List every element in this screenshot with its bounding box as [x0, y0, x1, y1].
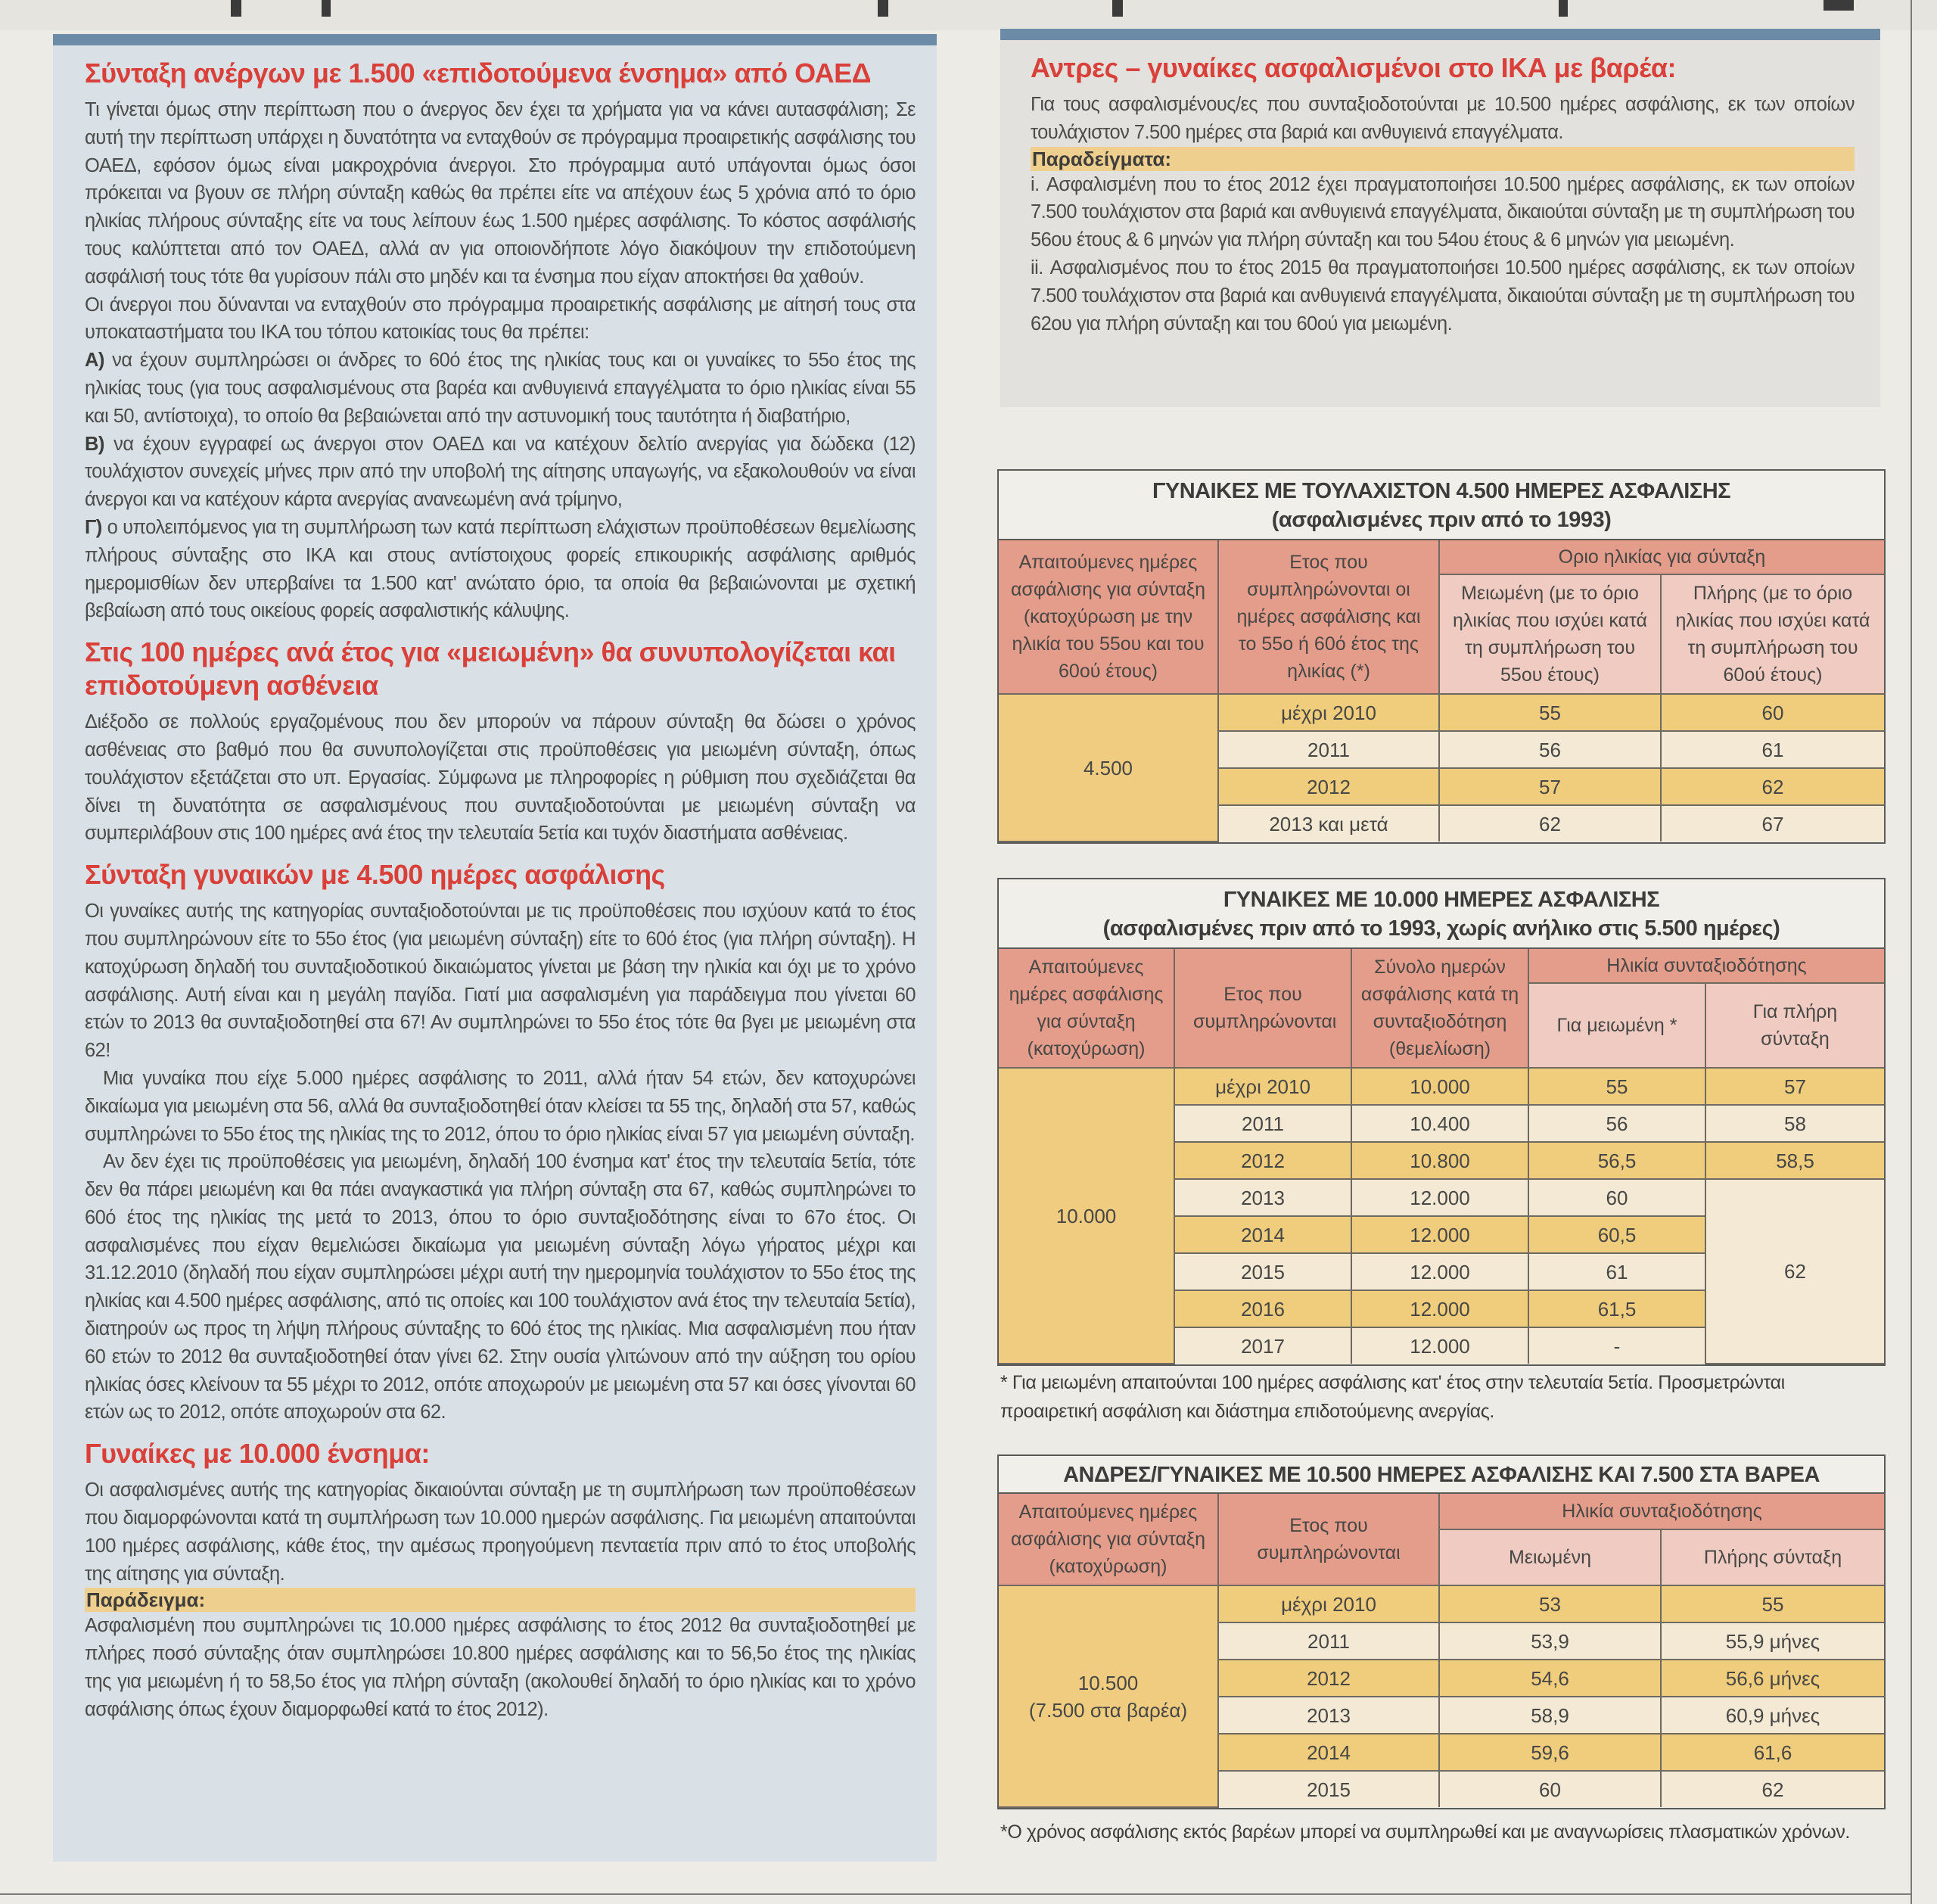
year-cell: μέχρι 2010 [1218, 1585, 1439, 1622]
paragraph: Για τους ασφαλισμένους/ες που συνταξιοδοτούνται με 10.500 ημέρες ασφάλισης, εκ των οποίων τουλάχιστον 7.500 ημέρες στα βαριά και ανθυγιεινά επαγγέλματα. [1031, 94, 1855, 143]
total-days-cell: 12.000 [1351, 1327, 1528, 1364]
section-heading-10000-stamps: Γυναίκες με 10.000 ένσημα: [85, 1438, 430, 1470]
right-article-panel [1000, 29, 1880, 407]
table-women-4500-days [997, 469, 1886, 844]
column-header: Ετος που συμπληρώνονται [1218, 1494, 1439, 1585]
column-header: Ετος που συμπληρώνονται [1174, 949, 1351, 1068]
table-row [999, 1068, 1884, 1105]
example-ii: ii. Ασφαλισμένος που το έτος 2015 θα πραγματοποιήσει 10.500 ημέρες ασφάλισης, εκ των οποίων 7.500 τουλάχιστον στα βαριά και ανθυγιεινά επαγγέλματα, δικαιούται σύνταξη με τη συμπλήρωση του 62ου για πλήρη σύνταξη και του 60ού για μειωμένη. [1031, 257, 1855, 334]
right-article-body [1031, 51, 1855, 338]
panel-top-rule [1000, 29, 1880, 40]
group-header: Οριο ηλικίας για σύνταξη [1439, 540, 1884, 574]
year-cell: 2014 [1218, 1734, 1439, 1771]
headline-fragment [322, 0, 331, 17]
full-age-cell: 60,9 μήνες [1661, 1697, 1884, 1734]
year-cell: 2013 και μετά [1218, 805, 1439, 842]
year-cell: 2016 [1174, 1290, 1351, 1327]
condition-a-text: να έχουν συμπληρώσει οι άνδρες το 60ό έτος της ηλικίας τους και οι γυναίκες το 55ο έτος της ηλικίας τους (για τους ασφαλισμένους στα βαρέα και ανθυγιεινά επαγγέλματα το όριο ηλικίας είναι 55 και 50, αντίστοιχα), το οποίο θα βεβαιώνεται από την αστυνομική τους ταυτότητα ή διαβατήριο, [85, 350, 916, 427]
reduced-age-cell: 55 [1528, 1068, 1705, 1105]
subheader-reduced: Μειωμένη [1439, 1529, 1661, 1585]
full-age-cell: 56,6 μήνες [1661, 1660, 1884, 1697]
table2-footnote: * Για μειωμένη απαιτούνται 100 ημέρες ασφάλισης κατ' έτος στην τελευταία 5ετία. Προσμετρώνται προαιρετική ασφάλιση και διάστημα επιδοτούμενης ανεργίας. [1000, 1372, 1785, 1422]
reduced-age-cell: 60 [1528, 1179, 1705, 1216]
full-age-cell: 62 [1661, 1771, 1884, 1807]
full-age-cell: 62 [1661, 768, 1884, 805]
condition-b [85, 431, 916, 514]
subheader-reduced: Μειωμένη (με το όριο ηλικίας που ισχύει κατά τη συμπλήρωση του 55ου έτους) [1439, 574, 1661, 694]
reduced-age-cell: 54,6 [1439, 1660, 1661, 1697]
group-header: Ηλικία συνταξιοδότησης [1439, 1494, 1884, 1529]
table-women-10000-days [997, 878, 1886, 1366]
paragraph: Τι γίνεται όμως στην περίπτωση που ο άνεργος δεν έχει τα χρήματα για να κάνει αυτασφάλιση; Σε αυτή την περίπτωση υπάρχει η δυνατότητα να ενταχθούν σε πρόγραμμα προαιρετικής ασφάλισης του ΟΑΕΔ, εφόσον όμως είναι μακροχρόνια άνεργοι. Στο πρόγραμμα αυτό υπάγονται όμως όσοι πρόκειται να βγουν σε πλήρη σύνταξη καθώς θα πρέπει είτε να απέχουν έως 5 χρόνια από το όριο ηλικίας πλήρους σύνταξης είτε να τους λείπουν έως 1.500 ημέρες ασφάλισης. Το κόστος ασφάλισής τους καλύπτεται από τον ΟΑΕΔ, αλλά αν για οποιονδήποτε λόγο διακόψουν την επιδοτούμενη ασφάλισή τους τότε θα γυρίσουν πάλι στο μηδέν και τα ένσημα που είχαν αποκτήσει θα χαθούν. [85, 99, 916, 288]
column-header: Απαιτούμενες ημέρες ασφάλισης για σύνταξη (κατοχύρωση) [999, 1494, 1218, 1585]
reduced-age-cell: 56,5 [1528, 1142, 1705, 1179]
paragraph: Οι ασφαλισμένες αυτής της κατηγορίας δικαιούνται σύνταξη με τη συμπλήρωση των προϋποθέσεων που διαμορφώνονται κατά τη συμπλήρωση των 10.000 ημερών ασφάλισης. Για μειωμένη απαιτούνται 100 ημέρες ασφάλισης, κάθε έτος, την αμέσως προηγούμενη πενταετία πριν από το έτος υποβολής της αίτησης για σύνταξη. [85, 1479, 916, 1585]
reduced-age-cell: 53 [1439, 1585, 1661, 1622]
table-title [999, 471, 1884, 540]
reduced-age-cell: - [1528, 1327, 1705, 1364]
reduced-age-cell: 55 [1439, 694, 1661, 731]
required-days-note: (7.500 στα βαρέα) [1028, 1698, 1188, 1722]
column-header: Ετος που συμπληρώνονται οι ημέρες ασφάλισης και το 55ο ή 60ό έτος της ηλικίας (*) [1218, 540, 1439, 694]
table-title [999, 1456, 1884, 1494]
year-cell: 2015 [1174, 1253, 1351, 1290]
year-cell: 2012 [1218, 1660, 1439, 1697]
total-days-cell: 12.000 [1351, 1179, 1528, 1216]
reduced-age-cell: 58,9 [1439, 1697, 1661, 1734]
year-cell: 2017 [1174, 1327, 1351, 1364]
table-row [999, 694, 1884, 731]
full-age-cell: 67 [1661, 805, 1884, 842]
total-days-cell: 12.000 [1351, 1216, 1528, 1253]
data-table [999, 540, 1884, 842]
reduced-age-cell: 59,6 [1439, 1734, 1661, 1771]
headline-fragment [231, 0, 241, 17]
subheader-reduced: Για μειωμένη * [1528, 983, 1705, 1068]
reduced-age-cell: 53,9 [1439, 1622, 1661, 1660]
left-article-body [85, 57, 916, 1724]
headline-fragment [1112, 0, 1123, 17]
table3-footnote: *Ο χρόνος ασφάλισης εκτός βαρέων μπορεί να συμπληρωθεί και με αναγνωρίσεις πλασματικών χρόνων. [1000, 1822, 1850, 1843]
paragraph: Οι άνεργοι που δύνανται να ενταχθούν στο πρόγραμμα προαιρετικής ασφάλισης με αίτησή τους στα υποκαταστήματα του ΙΚΑ του τόπου κατοικίας τους θα πρέπει: [85, 294, 916, 344]
reduced-age-cell: 61,5 [1528, 1290, 1705, 1327]
headline-fragment [878, 0, 888, 17]
subheader-full: Για πλήρη σύνταξη [1705, 983, 1884, 1068]
data-table [999, 1494, 1884, 1808]
column-header: Σύνολο ημερών ασφάλισης κατά τη συνταξιοδότηση (θεμελίωση) [1351, 949, 1528, 1068]
full-age-cell: 55 [1661, 1585, 1884, 1622]
total-days-cell: 12.000 [1351, 1290, 1528, 1327]
panel-top-rule [53, 34, 937, 45]
condition-c-label: Γ) [85, 516, 102, 538]
required-days-cell [999, 1585, 1218, 1807]
reduced-age-cell: 61 [1528, 1253, 1705, 1290]
full-age-cell: 61 [1661, 731, 1884, 768]
example-label: Παράδειγμα: [85, 1588, 916, 1612]
year-cell: 2013 [1174, 1179, 1351, 1216]
total-days-cell: 10.400 [1351, 1105, 1528, 1142]
subheader-full: Πλήρης (με το όριο ηλικίας που ισχύει κατά τη συμπλήρωση του 60ού έτους) [1661, 574, 1884, 694]
condition-c-text: ο υπολειπόμενος για τη συμπλήρωση των κατά περίπτωση ελάχιστων προϋποθέσεων θεμελίωσης πλήρους σύνταξης στο ΙΚΑ και στους αντίστοιχους φορείς επικουρικής ασφάλισης αριθμός ημερομισθίων δεν υπερβαίνει τα 1.500 κατ' ανώτατο όριο, τα οποία θα βεβαιώνονται με σχετική βεβαίωση από τους οικείους φορείς ασφαλιστικής κάλυψης. [85, 516, 916, 622]
column-rule [1911, 0, 1912, 1904]
section-heading-4500-days: Σύνταξη γυναικών με 4.500 ημέρες ασφάλισης [85, 859, 665, 891]
section-heading-unemployed: Σύνταξη ανέργων με 1.500 «επιδοτούμενα ένσημα» από ΟΑΕΔ [85, 58, 872, 89]
table-title-main: ΓΥΝΑΙΚΕΣ ΜΕ 10.000 ΗΜΕΡΕΣ ΑΣΦΑΛΙΣΗΣ [1223, 888, 1660, 912]
full-age-cell: 55,9 μήνες [1661, 1622, 1884, 1660]
year-cell: 2012 [1218, 768, 1439, 805]
subheader-full: Πλήρης σύνταξη [1661, 1529, 1884, 1585]
total-days-cell: 10.000 [1351, 1068, 1528, 1105]
section-heading-heavy-jobs: Αντρες – γυναίκες ασφαλισμένοι στο ΙΚΑ με βαρέα: [1031, 52, 1676, 83]
table-row [999, 1585, 1884, 1622]
full-age-cell: 58,5 [1705, 1142, 1884, 1179]
top-strip [0, 0, 1937, 30]
table-title-main: ΑΝΔΡΕΣ/ΓΥΝΑΙΚΕΣ ΜΕ 10.500 ΗΜΕΡΕΣ ΑΣΦΑΛΙΣΗΣ ΚΑΙ 7.500 ΣΤΑ ΒΑΡΕΑ [1063, 1463, 1820, 1487]
example-i: i. Ασφαλισμένη που το έτος 2012 έχει πραγματοποιήσει 10.500 ημέρες ασφάλισης, εκ των οποίων 7.500 τουλάχιστον στα βαριά και ανθυγιεινά επαγγέλματα, δικαιούται σύνταξη με τη συμπλήρωση του 56ου έτους & 6 μηνών για πλήρη σύνταξη και του 54ου έτους & 6 μηνών για μειωμένη. [1031, 173, 1855, 251]
full-age-cell: 57 [1705, 1068, 1884, 1105]
column-header: Απαιτούμενες ημέρες ασφάλισης για σύνταξη (κατοχύρωση με την ηλικία του 55ου και του 60ού έτους) [999, 540, 1218, 694]
year-cell: 2014 [1174, 1216, 1351, 1253]
page-bottom-rule [0, 1893, 1912, 1895]
table-heavy-jobs-10500-days [997, 1454, 1886, 1809]
paragraph: Μια γυναίκα που είχε 5.000 ημέρες ασφάλισης το 2011, αλλά ήταν 54 ετών, δεν κατοχυρώνει δικαίωμα για μειωμένη στα 56, αλλά θα συνταξιοδοτηθεί όταν κλείσει τα 55 της, δηλαδή στα 57, καθώς συμπληρώνει το 55ο έτος της ηλικίας της το 2012, όπου το όριο ηλικίας είναι 57 για μειωμένη σύνταξη. [85, 1067, 916, 1145]
table-title-sub: (ασφαλισμένες πριν από το 1993) [1271, 508, 1612, 532]
reduced-age-cell: 57 [1439, 768, 1661, 805]
full-age-cell: 61,6 [1661, 1734, 1884, 1771]
reduced-age-cell: 60,5 [1528, 1216, 1705, 1253]
year-cell: 2013 [1218, 1697, 1439, 1734]
reduced-age-cell: 56 [1439, 731, 1661, 768]
condition-b-label: Β) [85, 433, 104, 455]
paragraph: Διέξοδο σε πολλούς εργαζομένους που δεν μπορούν να πάρουν σύνταξη θα δώσει ο χρόνος ασθένειας στο βαθμό που θα συνυπολογίζεται στις προϋποθέσεις για μειωμένη σύνταξη, όπως τουλάχιστον εξετάζεται στο υπ. Εργασίας. Σύμφωνα με πληροφορίες η ρύθμιση που σχεδιάζεται θα δίνει τη δυνατότητα σε ασφαλισμένους που συνταξιοδοτούνται με μειωμένη σύνταξη να συμπεριλάβουν στις 100 ημέρες ανά έτος την τελευταία 5ετία και τυχόν διαστήματα ασθένειας. [85, 711, 916, 845]
table-title-sub: (ασφαλισμένες πριν από το 1993, χωρίς ανήλικο στις 5.500 ημέρες) [1102, 916, 1780, 941]
table-title-main: ΓΥΝΑΙΚΕΣ ΜΕ ΤΟΥΛΑΧΙΣΤΟΝ 4.500 ΗΜΕΡΕΣ ΑΣΦΑΛΙΣΗΣ [1152, 479, 1731, 503]
data-table [999, 949, 1884, 1364]
year-cell: 2015 [1218, 1771, 1439, 1807]
reduced-age-cell: 62 [1439, 805, 1661, 842]
full-age-merged-cell: 62 [1705, 1179, 1884, 1364]
paragraph: Αν δεν έχει τις προϋποθέσεις για μειωμένη, δηλαδή 100 ένσημα κατ' έτος την τελευταία 5ετία, τότε δεν θα πάρει μειωμένη και θα πάει αναγκαστικά για πλήρη σύνταξη στα 67, καθώς συμπληρώνει το 60ό έτος της ηλικίας της μετά το 2013, όπου το όριο συνταξιοδότησης είναι το 67ο έτος. Οι ασφαλισμένες που είχαν θεμελιώσει δικαίωμα για μειωμένη σύνταξη λόγω γήρατος μέχρι και 31.12.2010 (δηλαδή που είχαν συμπληρώσει μέχρι αυτή την ημερομηνία τουλάχιστον το 55ο έτος της ηλικίας και 4.500 ημέρες ασφάλισης, από τις οποίες και 100 τουλάχιστον ανά έτος την τελευταία 5ετία), διατηρούν ως προς τη λήψη πλήρους σύνταξης το 60ό έτος της ηλικίας. Μια ασφαλισμένη που ήταν 60 ετών το 2012 θα συνταξιοδοτηθεί όταν γίνει 62. Στην ουσία γλιτώνουν από την αύξηση του ορίου ηλικίας όσες κλείνουν τα 55 μέχρι το 2012, οπότε αποχωρούν με μειωμένη στα 57 και όσες γίνονται 60 ετών ως το 2012, οπότε αποχωρούν στα 62. [85, 1151, 916, 1423]
required-days-cell: 4.500 [999, 694, 1218, 842]
condition-a-label: Α) [85, 350, 104, 372]
full-age-cell: 60 [1661, 694, 1884, 731]
example-paragraph: Ασφαλισμένη που συμπληρώνει τις 10.000 ημέρες ασφάλισης το έτος 2012 θα συνταξιοδοτηθεί με πλήρες ποσό σύνταξης όταν συμπληρώσει 10.800 ημέρες ασφάλισης και το 56,5ο έτος της ηλικίας της για μειωμένη ή το 58,5ο έτος για πλήρη σύνταξη (ακολουθεί δηλαδή το όριο ηλικίας και το χρόνο ασφάλισης όπως έχουν διαμορφωθεί κατά το έτος 2012). [85, 1615, 916, 1720]
left-article-panel [53, 34, 937, 1862]
headline-fragment [1559, 0, 1568, 17]
headline-fragment [1824, 0, 1854, 11]
condition-b-text: να έχουν εγγραφεί ως άνεργοι στον ΟΑΕΔ και να κατέχουν δελτίο ανεργίας για δώδεκα (12) τουλάχιστον συνεχείς μήνες πριν από την υποβολή της αίτησης υπαγωγής, να εξακολουθούν να είναι άνεργοι και να κατέχουν κάρτα ανεργίας ανανεωμένη ανά τρίμηνο, [85, 433, 916, 511]
condition-c [85, 514, 916, 625]
year-cell: μέχρι 2010 [1174, 1068, 1351, 1105]
year-cell: μέχρι 2010 [1218, 694, 1439, 731]
total-days-cell: 12.000 [1351, 1253, 1528, 1290]
section-heading-sickness: Στις 100 ημέρες ανά έτος για «μειωμένη» θα συνυπολογίζεται και επιδοτούμενη ασθένεια [85, 636, 896, 702]
condition-a [85, 347, 916, 430]
year-cell: 2011 [1174, 1105, 1351, 1142]
reduced-age-cell: 60 [1439, 1771, 1661, 1807]
required-days-value: 10.500 [1077, 1671, 1139, 1694]
total-days-cell: 10.800 [1351, 1142, 1528, 1179]
full-age-cell: 58 [1705, 1105, 1884, 1142]
examples-label: Παραδείγματα: [1031, 147, 1855, 171]
group-header: Ηλικία συνταξιοδότησης [1528, 949, 1884, 983]
column-header: Απαιτούμενες ημέρες ασφάλισης για σύνταξη (κατοχύρωση) [999, 949, 1174, 1068]
year-cell: 2012 [1174, 1142, 1351, 1179]
table-title [999, 879, 1884, 949]
year-cell: 2011 [1218, 1622, 1439, 1660]
year-cell: 2011 [1218, 731, 1439, 768]
reduced-age-cell: 56 [1528, 1105, 1705, 1142]
paragraph: Οι γυναίκες αυτής της κατηγορίας συνταξιοδοτούνται με τις προϋποθέσεις που ισχύουν κατά το έτος που συμπληρώνουν είτε το 55ο έτος (για μειωμένη σύνταξη) είτε το 60ό έτος (για πλήρη σύνταξη). Η κατοχύρωση δηλαδή του συνταξιοδοτικού δικαιώματος γίνεται με βάση την ηλικία και όχι με το χρόνο ασφάλισης. Αυτή είναι και η μεγάλη παγίδα. Γιατί μια ασφαλισμένη για παράδειγμα που γίνεται 60 ετών το 2013 θα συνταξιοδοτηθεί στα 67! Αν συμπληρώνει το 55ο έτος τότε θα βγει με μειωμένη στα 62! [85, 901, 916, 1062]
required-days-cell: 10.000 [999, 1068, 1174, 1364]
